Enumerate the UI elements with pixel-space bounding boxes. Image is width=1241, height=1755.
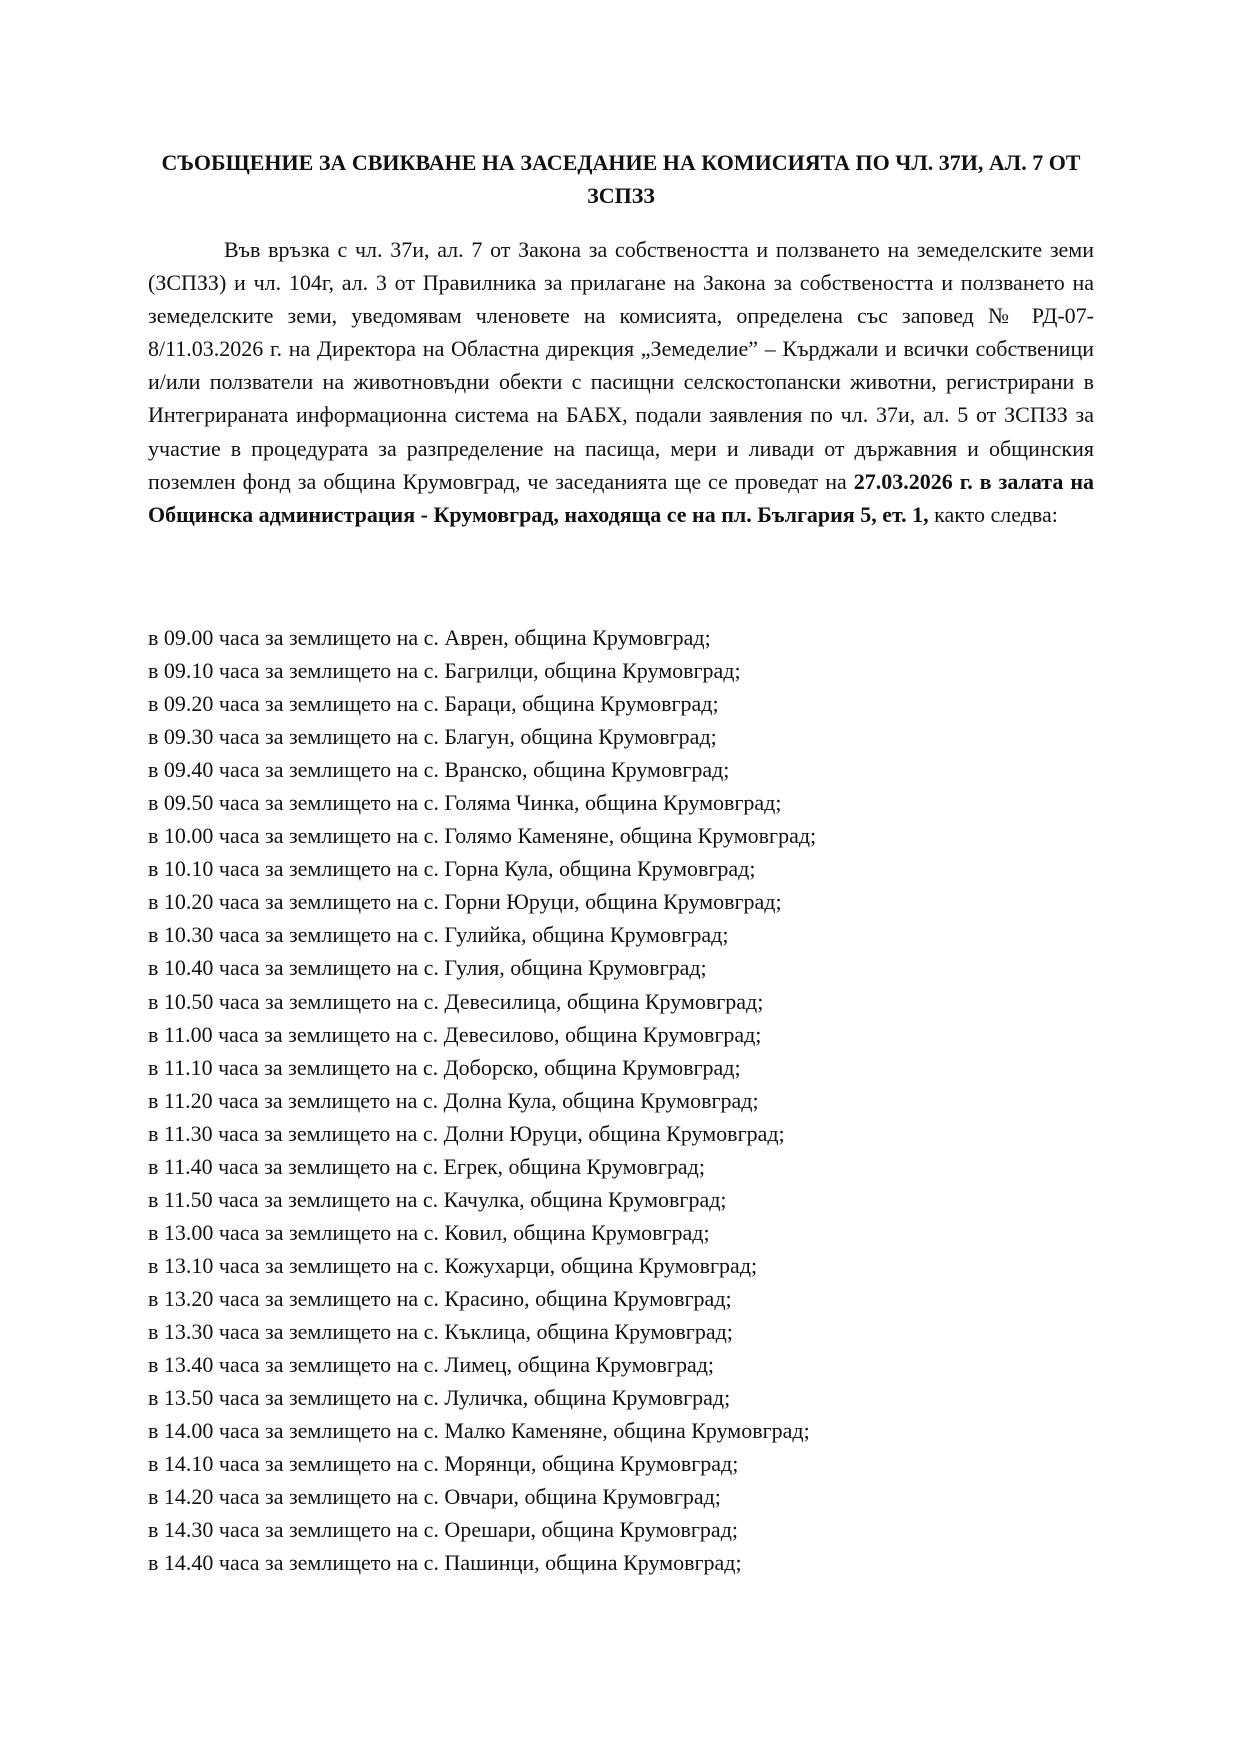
schedule-item: в 10.00 часа за землището на с. Голямо Каменяне, община Крумовград; (148, 823, 817, 849)
schedule-item: в 11.50 часа за землището на с. Качулка, община Крумовград; (148, 1186, 727, 1212)
meeting-date-location: 27.03.2026 г. в залата на Общинска администрация - Крумовград, находяща се на пл. България 5, ет. 1, (148, 468, 1094, 527)
schedule-item: в 14.10 часа за землището на с. Морянци, община Крумовград; (148, 1451, 739, 1477)
schedule-item: в 09.20 часа за землището на с. Бараци, община Крумовград; (148, 691, 719, 717)
schedule-item: в 09.50 часа за землището на с. Голяма Чинка, община Крумовград; (148, 790, 782, 816)
schedule-item: в 10.40 часа за землището на с. Гулия, община Крумовград; (148, 955, 707, 981)
schedule-item: в 09.00 часа за землището на с. Аврен, община Крумовград; (148, 625, 711, 650)
schedule-item: в 14.30 часа за землището на с. Орешари, община Крумовград; (148, 1517, 739, 1543)
schedule-item: в 14.00 часа за землището на с. Малко Каменяне, община Крумовград; (148, 1418, 810, 1444)
schedule-item: в 11.20 часа за землището на с. Долна Кула, община Крумовград; (148, 1087, 759, 1113)
schedule-item: в 13.20 часа за землището на с. Красино, община Крумовград; (148, 1285, 732, 1311)
schedule-item: в 10.20 часа за землището на с. Горни Юруци, община Крумовград; (148, 889, 782, 915)
schedule-item: в 14.40 часа за землището на с. Пашинци, община Крумовград; (148, 1550, 742, 1576)
schedule-list (148, 621, 1094, 1579)
schedule-item: в 09.40 часа за землището на с. Вранско, община Крумовград; (148, 757, 730, 783)
schedule-item: в 13.30 часа за землището на с. Къклица, община Крумовград; (148, 1318, 733, 1344)
intro-end: както следва: (928, 501, 1058, 527)
schedule-item: в 13.50 часа за землището на с. Луличка, община Крумовград; (148, 1385, 731, 1411)
schedule-item: в 13.10 часа за землището на с. Кожухарци, община Крумовград; (148, 1252, 758, 1278)
schedule-item: в 10.30 часа за землището на с. Гулийка, община Крумовград; (148, 922, 729, 948)
schedule-item: в 14.20 часа за землището на с. Овчари, община Крумовград; (148, 1484, 721, 1510)
schedule-item: в 11.40 часа за землището на с. Егрек, община Крумовград; (148, 1153, 705, 1179)
intro-paragraph (148, 233, 1094, 531)
schedule-item: в 09.10 часа за землището на с. Багрилци, община Крумовград; (148, 658, 741, 684)
schedule-item: в 11.10 часа за землището на с. Доборско, община Крумовград; (148, 1054, 741, 1080)
schedule-item: в 10.50 часа за землището на с. Девесилица, община Крумовград; (148, 988, 764, 1014)
schedule-item: в 13.40 часа за землището на с. Лимец, община Крумовград; (148, 1352, 715, 1378)
schedule-item: в 13.00 часа за землището на с. Ковил, община Крумовград; (148, 1219, 710, 1245)
schedule-item: в 09.30 часа за землището на с. Благун, община Крумовград; (148, 724, 717, 750)
document-title: СЪОБЩЕНИЕ ЗА СВИКВАНЕ НА ЗАСЕДАНИЕ НА КОМИСИЯТА ПО ЧЛ. 37И, АЛ. 7 ОТ ЗСПЗЗ (161, 150, 1081, 208)
intro-text: Във връзка с чл. 37и, ал. 7 от Закона за собствеността и ползването на земеделските земи (ЗСПЗЗ) и чл. 104г, ал. 3 от Правилника за прилагане на Закона за собствеността и ползването на земеделските земи, уведомявам членовете на комисията, определена със заповед № РД-07-8/11.03.2026 г. на Директора на Областна дирекция „Земеделие” – Кърджали и всички собственици и/или ползватели на животновъдни обекти с пасищни селскостопански животни, регистрирани в Интегрираната информационна система на БАБХ, подали заявления по чл. 37и, ал. 5 от ЗСПЗЗ за участие в процедурата за разпределение на пасища, мери и ливади от държавния и общинския поземлен фонд за община Крумовград, че заседанията ще се проведат на (148, 237, 1094, 494)
schedule-item: в 10.10 часа за землището на с. Горна Кула, община Крумовград; (148, 856, 756, 882)
schedule-item: в 11.00 часа за землището на с. Девесилово, община Крумовград; (148, 1021, 762, 1047)
schedule-item: в 11.30 часа за землището на с. Долни Юруци, община Крумовград; (148, 1120, 785, 1146)
